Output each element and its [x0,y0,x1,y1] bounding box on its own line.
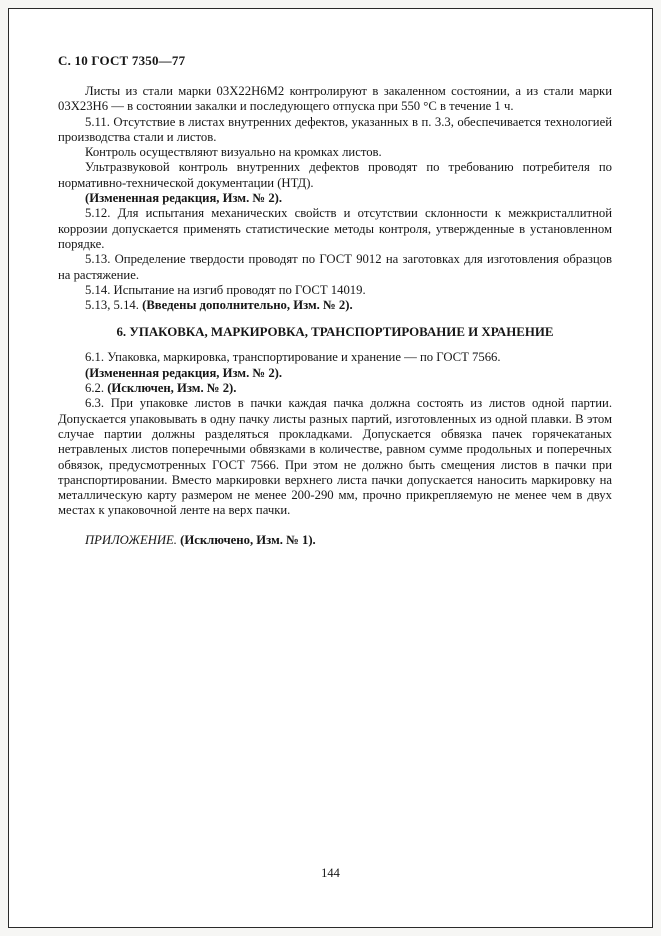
document-page [8,8,653,928]
p62-excluded-bold: (Исключен, Изм. № 2). [107,381,237,396]
paragraph-6-1: 6.1. Упаковка, маркировка, транспортирование и хранение — по ГОСТ 7566. [85,350,501,365]
amendment-note-1: (Измененная редакция, Изм. № 2). [85,191,283,206]
p62-prefix: 6.2. [85,381,108,396]
paragraph-5-14: 5.14. Испытание на изгиб проводят по ГОСТ 14019. [85,282,366,297]
paragraph-6-2 [58,381,612,396]
paragraph-5-11: 5.11. Отсутствие в листах внутренних дефектов, указанных в п. 3.3, обеспечивается технологией производства стали и листов. [58,114,612,144]
section-6-heading: 6. УПАКОВКА, МАРКИРОВКА, ТРАНСПОРТИРОВАНИЕ И ХРАНЕНИЕ [116,325,554,340]
page-content [9,9,652,548]
paragraph-ultrasonic-control: Ультразвуковой контроль внутренних дефектов проводят по требованию потребителя по нормативно-технической документации (НТД). [58,160,612,190]
paragraph-5-13: 5.13. Определение твердости проводят по ГОСТ 9012 на заготовках для изготовления образцов на растяжение. [58,252,612,282]
note-prefix: 5.13, 5.14. [85,298,143,313]
note-added-bold: (Введены дополнительно, Изм. № 2). [142,298,353,313]
paragraph-5-13-5-14-note [58,298,612,313]
appendix-excluded-bold: (Исключено, Изм. № 1). [180,532,316,547]
appendix-note [58,533,612,548]
page-number: 144 [321,866,340,880]
paragraph-5-12: 5.12. Для испытания механических свойств и отсутствии склонности к межкристаллитной коррозии допускается применять статистические методы контроля, утвержденные в установленном порядке. [58,206,612,251]
amendment-note-2: (Измененная редакция, Изм. № 2). [85,365,283,380]
appendix-label: ПРИЛОЖЕНИЕ. [85,532,181,547]
paragraph-6-3: 6.3. При упаковке листов в пачки каждая пачка должна состоять из листов одной партии. Допускается упаковывать в одну пачку листы разных партий, изготовленных из одной плавки. В этом случае партии должны разделяться прокладками. Допускается обвязка пачек горячекатаных нетравленых листов поперечными обвязками в количестве, равном сумме продольных и поперечных обвязок, предусмотренных ГОСТ 7566. При этом не должно быть смещения листов в пачки при транспортировании. Вместо маркировки верхнего листа пачки допускается наносить маркировку на металлическую карту размером не менее 200-290 мм, прочно прикрепляемую не менее чем в двух местах к упаковочной ленте на верх пачки. [58,396,612,518]
paragraph-steel-grades: Листы из стали марки 03Х22Н6М2 контролируют в закаленном состоянии, а из стали марки 03Х23Н6 — в состоянии закалки и последующего отпуска при 550 °С в течение 1 ч. [58,84,612,114]
paragraph-visual-control: Контроль осуществляют визуально на кромках листов. [85,145,382,160]
running-header: С. 10 ГОСТ 7350—77 [58,53,186,68]
